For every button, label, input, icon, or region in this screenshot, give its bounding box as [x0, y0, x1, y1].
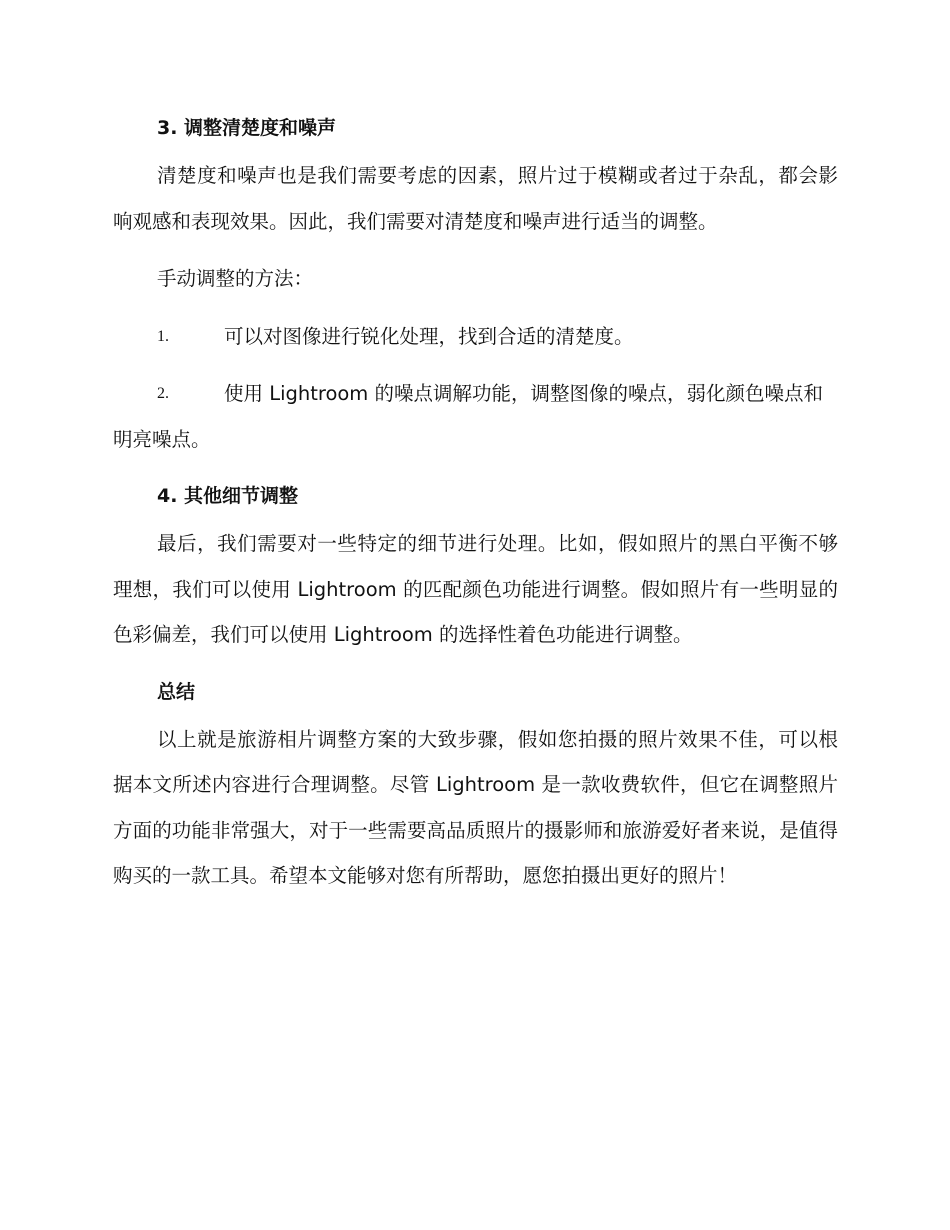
document-page: [113, 106, 838, 911]
list-text-2: 使用 Lightroom 的噪点调解功能，调整图像的噪点，弱化颜色噪点和明亮噪点。: [113, 382, 824, 451]
paragraph-summary: 以上就是旅游相片调整方案的大致步骤，假如您拍摄的照片效果不佳，可以根据本文所述内容进行合理调整。尽管 Lightroom 是一款收费软件，但它在调整照片方面的功能非常强大，对于一些需要高品质照片的摄影师和旅游爱好者来说，是值得购买的一款工具。希望本文能够对您有所帮助，愿您拍摄出更好的照片！: [113, 727, 838, 887]
section-heading-other-details: 4. 其他细节调整: [157, 485, 299, 507]
section-heading-summary: 总结: [157, 680, 196, 703]
paragraph-manual-method: 手动调整的方法：: [157, 267, 314, 290]
paragraph-clarity-noise-intro: 清楚度和噪声也是我们需要考虑的因素，照片过于模糊或者过于杂乱，都会影响观感和表现效果。因此，我们需要对清楚度和噪声进行适当的调整。: [113, 164, 838, 233]
list-text-1: 可以对图像进行锐化处理，找到合适的清楚度。: [224, 324, 634, 348]
list-number-2: 2.: [157, 385, 169, 402]
list-number-1: 1.: [157, 327, 169, 345]
list-item-2: [113, 371, 838, 462]
paragraph-other-details: 最后，我们需要对一些特定的细节进行处理。比如，假如照片的黑白平衡不够理想，我们可以使用 Lightroom 的匹配颜色功能进行调整。假如照片有一些明显的色彩偏差，我们可以使用 Lightroom 的选择性着色功能进行调整。: [113, 532, 838, 646]
section-heading-clarity-noise: 3. 调整清楚度和噪声: [157, 117, 337, 139]
list-item-1: [113, 314, 838, 360]
